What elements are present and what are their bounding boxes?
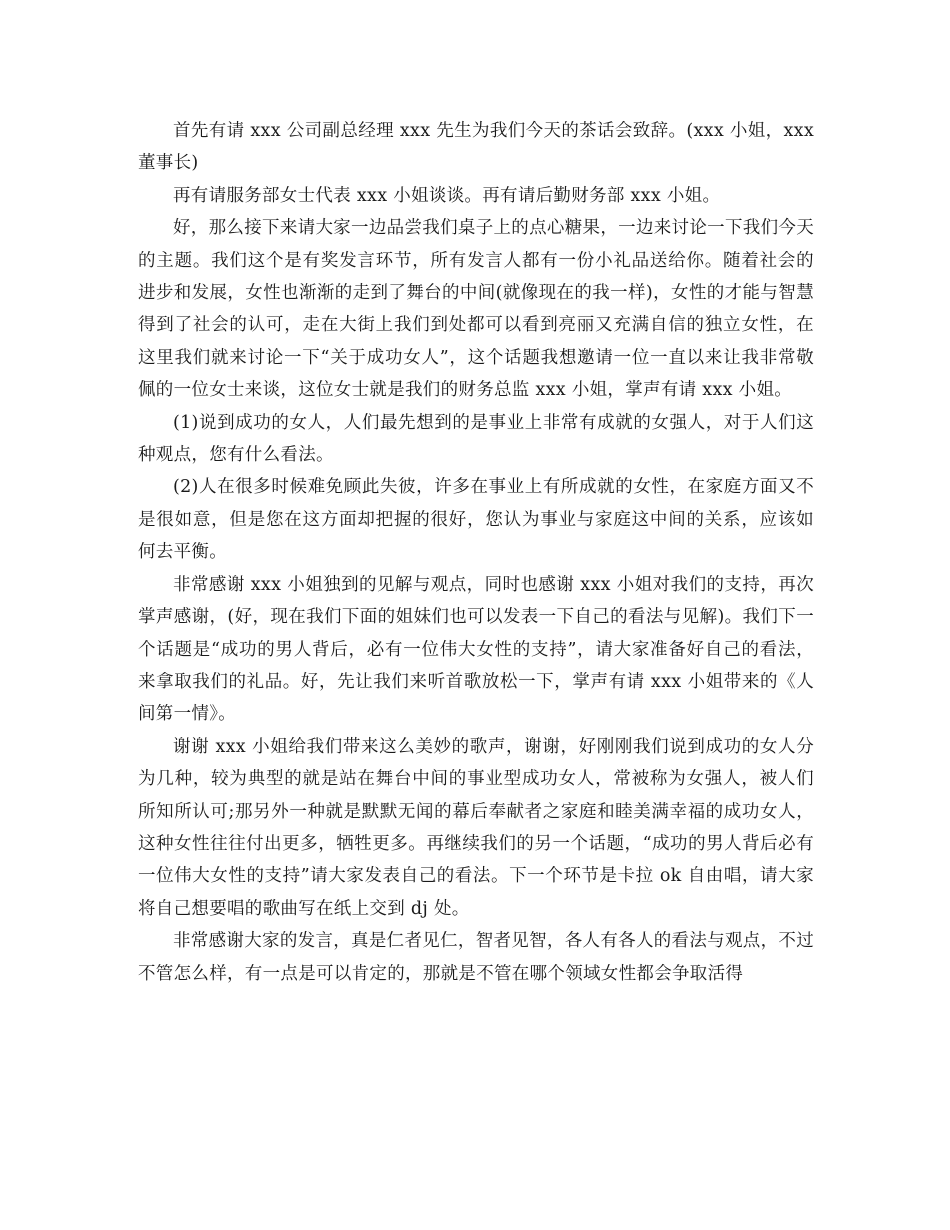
paragraph-question-1: (1)说到成功的女人，人们最先想到的是事业上非常有成就的女强人，对于人们这种观点，您有什么看法。 xyxy=(138,412,814,466)
paragraph-thanks-next-topic: 非常感谢 xxx 小姐独到的见解与观点，同时也感谢 xxx 小姐对我们的支持，再次掌声感谢，(好，现在我们下面的姐妹们也可以发表一下自己的看法与见解)。我们下一个话题是“成功的男人背后，必有一位伟大女性的支持”，请大家准备好自己的看法，来拿取我们的礼品。好，先让我们来听首歌放松一下，掌声有请 xxx 小姐带来的《人间第一情》。 xyxy=(138,574,814,725)
paragraph-opening-speech: 首先有请 xxx 公司副总经理 xxx 先生为我们今天的茶话会致辞。(xxx 小姐，xxx 董事长) xyxy=(138,121,814,174)
paragraph-closing: 非常感谢大家的发言，真是仁者见仁，智者见智，各人有各人的看法与观点，不过不管怎么样，有一点是可以肯定的，那就是不管在哪个领域女性都会争取活得 xyxy=(138,931,814,984)
paragraph-after-song: 谢谢 xxx 小姐给我们带来这么美妙的歌声，谢谢，好刚刚我们说到成功的女人分为几种，较为典型的就是站在舞台中间的事业型成功女人，常被称为女强人，被人们所知所认可;那另外一种就是默默无闻的幕后奉献者之家庭和睦美满幸福的成功女人，这种女性往往付出更多，牺牲更多。再继续我们的另一个话题，“成功的男人背后必有一位伟大女性的支持”请大家发表自己的看法。下一个环节是卡拉 ok 自由唱，请大家将自己想要唱的歌曲写在纸上交到 dj 处。 xyxy=(138,736,814,919)
paragraph-topic-intro: 好，那么接下来请大家一边品尝我们桌子上的点心糖果，一边来讨论一下我们今天的主题。我们这个是有奖发言环节，所有发言人都有一份小礼品送给你。随着社会的进步和发展，女性也渐渐的走到了舞台的中间(就像现在的我一样)，女性的才能与智慧得到了社会的认可，走在大街上我们到处都可以看到亮丽又充满自信的独立女性，在这里我们就来讨论一下“关于成功女人”，这个话题我想邀请一位一直以来让我非常敬佩的一位女士来谈，这位女士就是我们的财务总监 xxx 小姐，掌声有请 xxx 小姐。 xyxy=(138,218,814,401)
paragraph-question-2: (2)人在很多时候难免顾此失彼，许多在事业上有所成就的女性，在家庭方面又不是很如意，但是您在这方面却把握的很好，您认为事业与家庭这中间的关系，应该如何去平衡。 xyxy=(138,477,814,563)
paragraph-service-dept: 再有请服务部女士代表 xxx 小姐谈谈。再有请后勤财务部 xxx 小姐。 xyxy=(173,185,721,206)
document-body xyxy=(138,115,814,990)
